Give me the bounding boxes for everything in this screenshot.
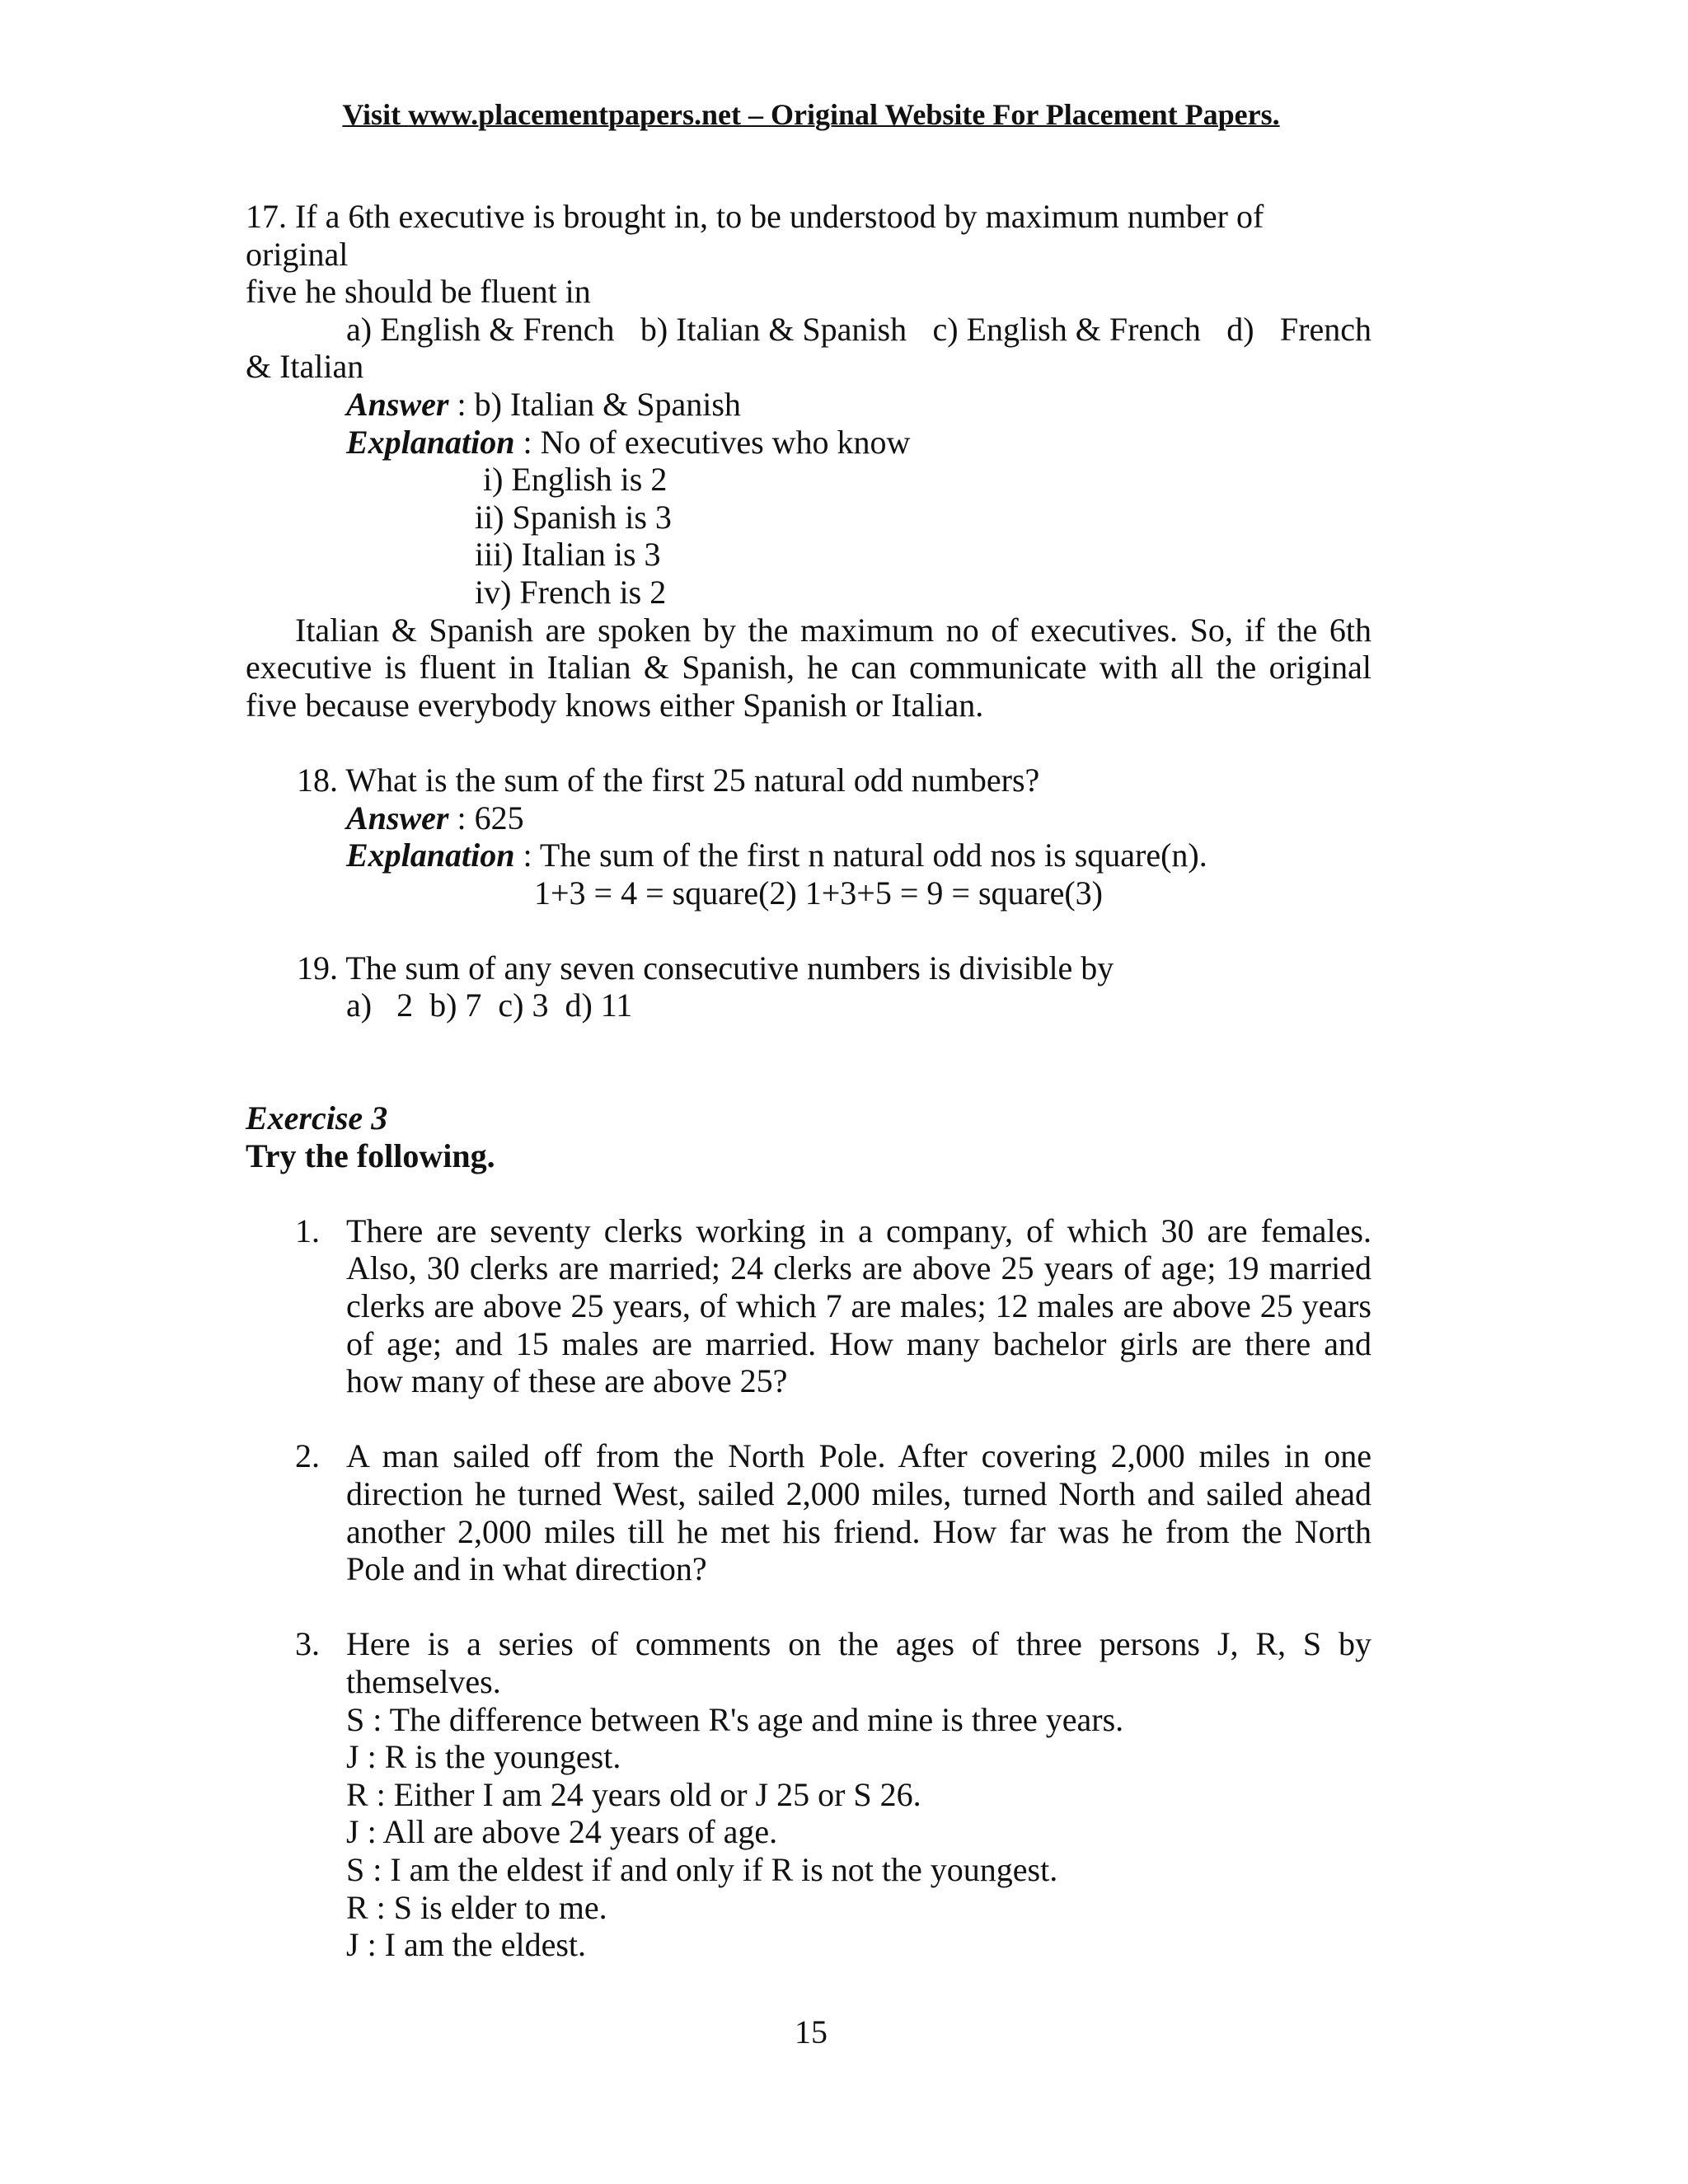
q18-explanation-text: : The sum of the first n natural odd nos is square(n).: [514, 837, 1207, 874]
exercise-item-text: Here is a series of comments on the ages of three persons J, R, S by themselves.: [346, 1625, 1372, 1700]
dialogue-line: S : The difference between R's age and mine is three years.: [346, 1700, 1124, 1738]
page-header: [0, 97, 1622, 132]
exercise-item: [246, 1625, 1372, 1963]
q17-paragraph: Italian & Spanish are spoken by the maximum no of executives. So, if the 6th executive is fluent in Italian & Spanish, he can communicate with all the original five because everybody knows either Spanish or Italian.: [246, 611, 1372, 724]
dialogue-line: J : R is the youngest.: [346, 1738, 621, 1776]
exercise-item-text: There are seventy clerks working in a company, of which 30 are females. Also, 30 clerks are married; 24 clerks are above 25 years of age; 19 married clerks are above 25 years, of which 7 are males; 12 males are above 25 years of age; and 15 males are married. How many bachelor girls are there and how many of these are above 25?: [346, 1212, 1372, 1400]
exercise-title: Exercise 3: [246, 1099, 388, 1137]
q18-question: 18. What is the sum of the first 25 natural odd numbers?: [297, 761, 1040, 799]
q17-list-item: iv) French is 2: [475, 573, 667, 611]
q18-answer: [246, 799, 1372, 837]
page-content: [246, 198, 1372, 1964]
q18-explanation: [246, 837, 1372, 874]
exercise-item-number: 2.: [295, 1437, 320, 1475]
page-number: 15: [795, 2013, 828, 2050]
q17-option-d-word: French: [1279, 310, 1372, 348]
q17-option-a: a) English & French: [346, 310, 615, 348]
q17-option-d: d): [1226, 310, 1254, 348]
q17-line4: & Italian: [246, 348, 364, 386]
dialogue-line: J : All are above 24 years of age.: [346, 1813, 778, 1851]
q17-explanation-text: : No of executives who know: [514, 423, 911, 461]
header-site-link[interactable]: www.placementpapers.net: [408, 98, 742, 131]
q17-list-item: iii) Italian is 3: [475, 536, 661, 574]
q17-explanation-label: Explanation: [346, 423, 515, 461]
q17-list-item: ii) Spanish is 3: [475, 498, 672, 536]
dialogue-line: R : S is elder to me.: [346, 1888, 607, 1926]
q19-question: 19. The sum of any seven consecutive numbers is divisible by: [297, 949, 1114, 987]
q17-list-item: i) English is 2: [483, 461, 668, 499]
exercise-item-number: 3.: [295, 1625, 320, 1663]
q17-answer: [246, 386, 1372, 424]
q18-example: 1+3 = 4 = square(2) 1+3+5 = 9 = square(3): [534, 874, 1103, 912]
q17-answer-label: Answer: [346, 385, 449, 423]
q17-option-b: b) Italian & Spanish: [640, 310, 907, 348]
q18-answer-text: : 625: [448, 799, 524, 837]
q17-options: [246, 311, 1372, 349]
header-tagline: – Original Website For Placement Papers.: [741, 98, 1280, 131]
exercise-subtitle: Try the following.: [246, 1137, 495, 1174]
exercise-item: [246, 1212, 1372, 1400]
q17-line1: 17. If a 6th executive is brought in, to be understood by maximum number of original: [246, 198, 1264, 273]
q18-explanation-label: Explanation: [346, 837, 515, 874]
q17-option-c: c) English & French: [932, 310, 1201, 348]
dialogue-line: S : I am the eldest if and only if R is not the youngest.: [346, 1850, 1058, 1888]
dialogue-line: J : I am the eldest.: [346, 1926, 587, 1964]
q17-explanation: [246, 424, 1372, 462]
exercise-item-number: 1.: [295, 1212, 320, 1249]
q18-answer-label: Answer: [346, 799, 449, 837]
dialogue-line: R : Either I am 24 years old or J 25 or S 26.: [346, 1775, 921, 1813]
q19-options: a) 2 b) 7 c) 3 d) 11: [346, 987, 633, 1024]
exercise-item: [246, 1437, 1372, 1587]
exercise-item-text: A man sailed off from the North Pole. After covering 2,000 miles in one direction he turned West, sailed 2,000 miles, turned North and sailed ahead another 2,000 miles till he met his friend. How far was he from the North Pole and in what direction?: [346, 1437, 1372, 1588]
q17-line2: five he should be fluent in: [246, 273, 591, 311]
q17-answer-text: : b) Italian & Spanish: [448, 385, 741, 423]
header-visit: Visit: [342, 98, 409, 131]
